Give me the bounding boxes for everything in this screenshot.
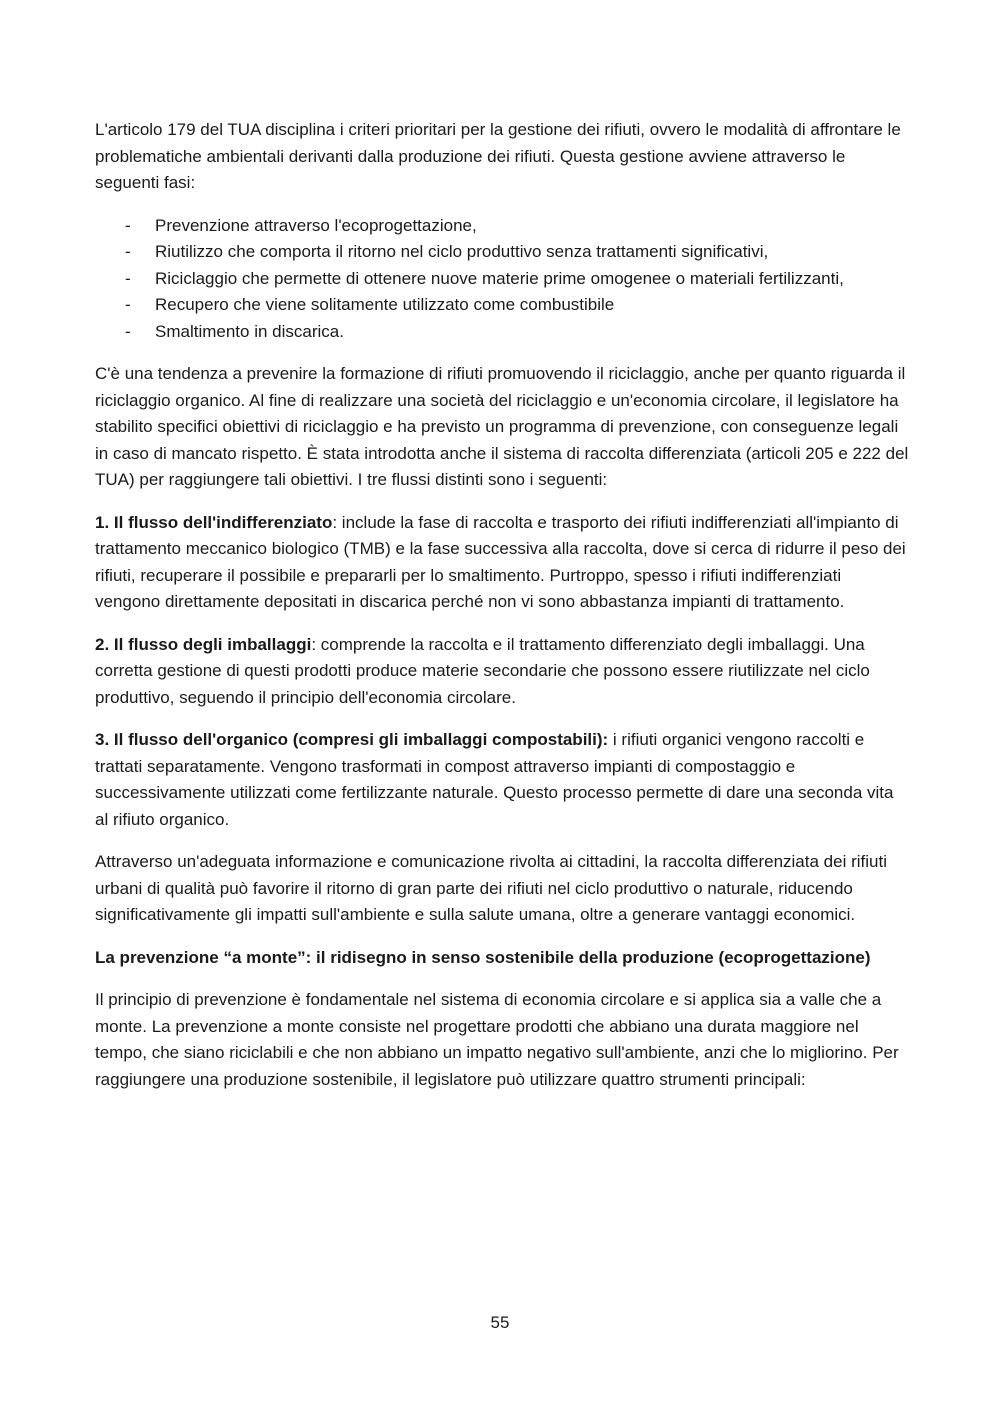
flow-text: : comprende la raccolta e il trattamento differenziato degli imballaggi. Una corretta gestione di questi prodotti produce materie secondarie che possono essere riutilizzate nel ciclo produttivo, seguendo il principio dell'economia circolare. xyxy=(95,634,870,707)
list-dash: - xyxy=(125,295,131,314)
principle-paragraph: Il principio di prevenzione è fondamentale nel sistema di economia circolare e si applica sia a valle che a monte. La prevenzione a monte consiste nel progettare prodotti che abbiano una durata maggiore nel tempo, che siano riciclabili e che non abbiano un impatto negativo sull'ambiente, anzi che lo migliorino. Per raggiungere una produzione sostenibile, il legislatore può utilizzare quattro strumenti principali: xyxy=(95,990,899,1089)
list-item-text: Recupero che viene solitamente utilizzato come combustibile xyxy=(155,295,615,314)
tendency-paragraph: C'è una tendenza a prevenire la formazione di rifiuti promuovendo il riciclaggio, anche per quanto riguarda il riciclaggio organico. Al fine di realizzare una società del riciclaggio e un'economia circolare, il legislatore ha stabilito specifici obiettivi di riciclaggio e ha previsto un programma di prevenzione, con conseguenze legali in caso di mancato rispetto. È stata introdotta anche il sistema di raccolta differenziata (articoli 205 e 222 del TUA) per raggiungere tali obiettivi. I tre flussi distinti sono i seguenti: xyxy=(95,364,909,489)
flow-text: i rifiuti organici vengono raccolti e trattati separatamente. Vengono trasformati in compost attraverso impianti di compostaggio e successivamente utilizzati come fertilizzante naturale. Questo processo permette di dare una seconda vita al rifiuto organico. xyxy=(95,730,894,829)
list-item-text: Riciclaggio che permette di ottenere nuove materie prime omogenee o materiali fertilizzanti, xyxy=(155,268,844,288)
flow-title: 2. Il flusso degli imballaggi xyxy=(95,634,312,654)
list-item xyxy=(95,266,910,293)
list-dash: - xyxy=(125,242,131,261)
list-item xyxy=(95,319,910,346)
list-dash: - xyxy=(125,215,131,235)
list-item xyxy=(95,292,910,319)
list-item-text: Prevenzione attraverso l'ecoprogettazione, xyxy=(155,215,477,235)
list-item xyxy=(95,213,910,240)
flow-paragraph-organic xyxy=(95,727,910,833)
intro-paragraph: L'articolo 179 del TUA disciplina i criteri prioritari per la gestione dei rifiuti, ovvero le modalità di affrontare le problematiche ambientali derivanti dalla produzione dei rifiuti. Questa gestione avviene attraverso le seguenti fasi: xyxy=(95,120,901,192)
flow-title: 1. Il flusso dell'indifferenziato xyxy=(95,512,333,532)
page-number: 55 xyxy=(490,1313,510,1332)
list-item-text: Smaltimento in discarica. xyxy=(155,321,344,341)
section-heading: La prevenzione “a monte”: il ridisegno in senso sostenibile della produzione (ecoprogettazione) xyxy=(95,947,871,967)
flow-title: 3. Il flusso dell'organico (compresi gli imballaggi compostabili): xyxy=(95,730,609,749)
list-dash: - xyxy=(125,321,131,341)
list-dash: - xyxy=(125,268,131,288)
flow-paragraph-packaging xyxy=(95,632,910,712)
list-item xyxy=(95,239,910,266)
list-item-text: Riutilizzo che comporta il ritorno nel ciclo produttivo senza trattamenti significativi, xyxy=(155,242,769,261)
flow-text: : include la fase di raccolta e trasporto dei rifiuti indifferenziati all'impianto di trattamento meccanico biologico (TMB) e la fase successiva alla raccolta, dove si cerca di ridurre il peso dei rifiuti, recuperare il possibile e prepararli per lo smaltimento. Purtroppo, spesso i rifiuti indifferenziati vengono direttamente depositati in discarica perché non vi sono abbastanza impianti di trattamento. xyxy=(95,512,906,611)
phases-list xyxy=(95,213,910,346)
information-paragraph: Attraverso un'adeguata informazione e comunicazione rivolta ai cittadini, la raccolta differenziata dei rifiuti urbani di qualità può favorire il ritorno di gran parte dei rifiuti nel ciclo produttivo o naturale, riducendo significativamente gli impatti sull'ambiente e sulla salute umana, oltre a generare vantaggi economici. xyxy=(95,852,887,924)
flow-paragraph-undifferentiated xyxy=(95,510,910,616)
page-body xyxy=(95,117,910,1109)
